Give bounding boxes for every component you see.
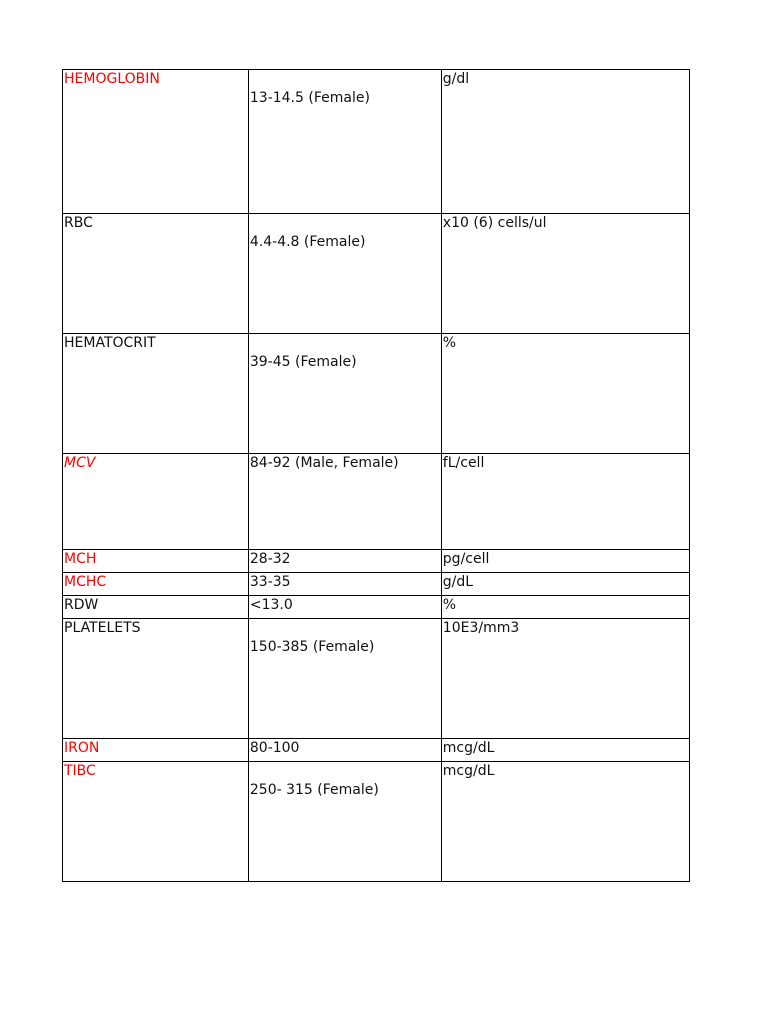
range-value: 250- 315 (Female) bbox=[249, 782, 379, 798]
range-value: 39-45 (Female) bbox=[249, 354, 357, 370]
unit-cell bbox=[441, 573, 689, 596]
range-cell bbox=[248, 214, 441, 334]
unit-cell bbox=[441, 454, 689, 550]
range-cell bbox=[248, 739, 441, 762]
test-name-cell bbox=[63, 573, 249, 596]
range-value: 13-14.5 (Female) bbox=[249, 90, 370, 106]
test-name: PLATELETS bbox=[64, 620, 141, 636]
test-name-cell bbox=[63, 214, 249, 334]
test-name: HEMATOCRIT bbox=[64, 335, 156, 351]
test-name: RBC bbox=[64, 215, 93, 231]
test-name: RDW bbox=[64, 597, 99, 613]
unit-value: g/dl bbox=[442, 71, 470, 87]
test-name: HEMOGLOBIN bbox=[64, 71, 160, 87]
table-row bbox=[63, 454, 690, 550]
range-cell bbox=[248, 573, 441, 596]
test-name: MCH bbox=[64, 551, 97, 567]
unit-cell bbox=[441, 550, 689, 573]
range-cell bbox=[248, 619, 441, 739]
range-cell bbox=[248, 550, 441, 573]
test-name: TIBC bbox=[64, 763, 96, 779]
range-value: 28-32 bbox=[249, 551, 291, 567]
unit-value: mcg/dL bbox=[442, 763, 495, 779]
range-value: 84-92 (Male, Female) bbox=[249, 455, 399, 471]
unit-cell bbox=[441, 596, 689, 619]
range-cell bbox=[248, 334, 441, 454]
unit-value: % bbox=[442, 597, 457, 613]
unit-value: pg/cell bbox=[442, 551, 490, 567]
range-value: <13.0 bbox=[249, 597, 293, 613]
unit-cell bbox=[441, 334, 689, 454]
unit-cell bbox=[441, 214, 689, 334]
range-cell bbox=[248, 454, 441, 550]
unit-cell bbox=[441, 619, 689, 739]
unit-value: mcg/dL bbox=[442, 740, 495, 756]
test-name: MCV bbox=[64, 455, 96, 471]
test-name-cell bbox=[63, 739, 249, 762]
range-value: 4.4-4.8 (Female) bbox=[249, 234, 366, 250]
unit-value: 10E3/mm3 bbox=[442, 620, 520, 636]
test-name-cell bbox=[63, 550, 249, 573]
range-cell bbox=[248, 762, 441, 882]
table-row bbox=[63, 214, 690, 334]
unit-cell bbox=[441, 739, 689, 762]
range-value: 150-385 (Female) bbox=[249, 639, 375, 655]
range-value: 80-100 bbox=[249, 740, 300, 756]
unit-value: % bbox=[442, 335, 457, 351]
range-cell bbox=[248, 70, 441, 214]
table-row bbox=[63, 596, 690, 619]
table-row bbox=[63, 334, 690, 454]
table-row bbox=[63, 762, 690, 882]
range-value: 33-35 bbox=[249, 574, 291, 590]
range-cell bbox=[248, 596, 441, 619]
test-name: MCHC bbox=[64, 574, 107, 590]
test-name-cell bbox=[63, 334, 249, 454]
test-name-cell bbox=[63, 596, 249, 619]
table-row bbox=[63, 739, 690, 762]
unit-value: x10 (6) cells/ul bbox=[442, 215, 547, 231]
unit-cell bbox=[441, 70, 689, 214]
test-name-cell bbox=[63, 454, 249, 550]
table-row bbox=[63, 550, 690, 573]
test-name-cell bbox=[63, 619, 249, 739]
test-name-cell bbox=[63, 762, 249, 882]
test-name: IRON bbox=[64, 740, 100, 756]
table-row bbox=[63, 70, 690, 214]
unit-value: g/dL bbox=[442, 574, 474, 590]
test-name-cell bbox=[63, 70, 249, 214]
unit-cell bbox=[441, 762, 689, 882]
reference-range-table bbox=[62, 69, 690, 882]
table-row bbox=[63, 619, 690, 739]
unit-value: fL/cell bbox=[442, 455, 485, 471]
table-row bbox=[63, 573, 690, 596]
